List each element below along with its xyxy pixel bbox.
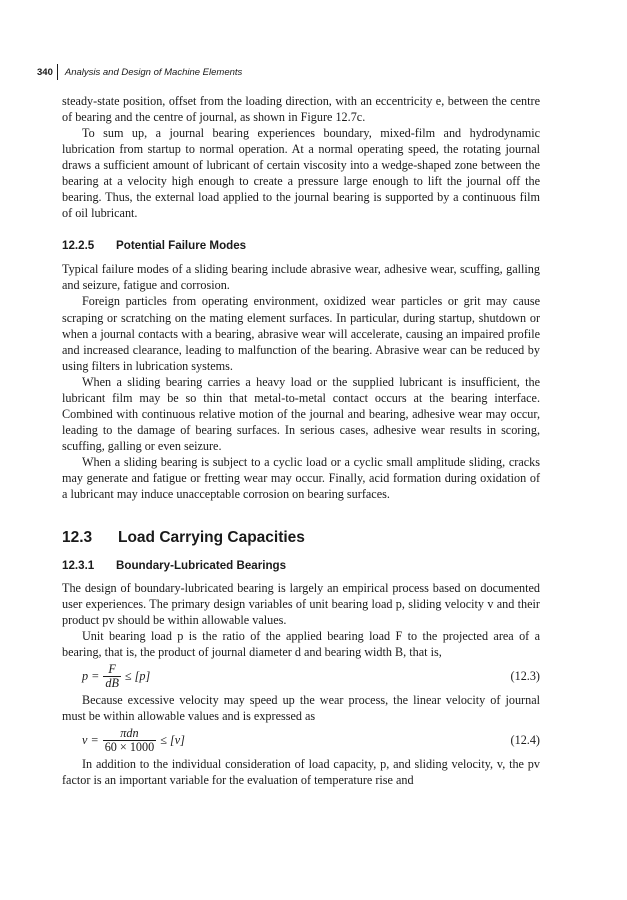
equation-12-3 xyxy=(62,660,540,692)
paragraph: Because excessive velocity may speed up the wear process, the linear velocity of journal must be within allowable values and is expressed as xyxy=(62,693,540,724)
header-rule xyxy=(57,64,58,80)
subsection-heading-12-3-1 xyxy=(62,559,540,572)
subsection-title: Potential Failure Modes xyxy=(116,239,247,253)
equation-body xyxy=(82,660,150,692)
section-title: Load Carrying Capacities xyxy=(118,529,305,547)
section-number: 12.3 xyxy=(62,529,93,547)
paragraph: When a sliding bearing carries a heavy load or the supplied lubricant is insufficient, the lubricant film may be so thin that metal-to-metal contact occurs at the bearing interface. Combined with continuous relative motion of the journal and bearing, adhesive wear may occur, leading to the damage of bearing surfaces. In serious cases, adhesive wear results in scoring, scuffing, galling or even seizure. xyxy=(62,374,540,453)
equation-body xyxy=(82,724,185,756)
equation-lhs: p = xyxy=(82,668,100,683)
subsection-title: Boundary-Lubricated Bearings xyxy=(116,559,287,573)
equation-rhs: ≤ [v] xyxy=(160,732,185,747)
page-number: 340 xyxy=(37,66,53,78)
paragraph: Foreign particles from operating environment, oxidized wear particles or grit may cause scraping or scratching on the mating element surfaces. In particular, during startup, shutdown or when a journal contacts with a bearing, abrasive wear will accelerate, causing an impaired profile and increased clearance, leading to malfunction of the bearing. Abrasive wear can be reduced by using filters in lubrication systems. xyxy=(62,294,540,373)
running-head xyxy=(37,63,242,81)
paragraph: When a sliding bearing is subject to a cyclic load or a cyclic small amplitude sliding, cracks may generate and fatigue or fretting wear may occur. Finally, acid formation during oxidation of a lubricant may induce unacceptable corrosion on bearing surfaces. xyxy=(62,454,540,502)
subsection-number: 12.2.5 xyxy=(62,239,95,253)
paragraph: To sum up, a journal bearing experiences boundary, mixed-film and hydrodynamic lubrication from startup to normal operation. At a normal operating speed, the rotating journal draws a sufficient amount of lubricant of certain viscosity into a wedge-shaped zone between the bearing at a velocity high enough to create a pressure large enough to lift the journal off the bearing. Thus, the external load applied to the journal bearing is supported by a continuous film of oil lubricant. xyxy=(62,126,540,221)
equation-fraction xyxy=(103,727,157,754)
paragraph: The design of boundary-lubricated bearing is largely an empirical process based on documented user experiences. The primary design variables of unit bearing load p, sliding velocity v and their product pv should be within allowable values. xyxy=(62,581,540,628)
equation-number: (12.3) xyxy=(510,668,540,683)
paragraph: steady-state position, offset from the loading direction, with an eccentricity e, between the centre of bearing and the centre of journal, as shown in Figure 12.7c. xyxy=(62,94,540,125)
equation-rhs: ≤ [p] xyxy=(124,668,151,683)
fraction-denominator: dB xyxy=(105,675,119,690)
equation-fraction xyxy=(103,663,121,690)
paragraph: In addition to the individual consideration of load capacity, p, and sliding velocity, v, the pv factor is an important variable for the evaluation of temperature rise and xyxy=(62,757,540,788)
section-heading-12-3 xyxy=(62,529,540,547)
fraction-numerator: πdn xyxy=(120,725,139,740)
fraction-denominator: 60 × 1000 xyxy=(104,739,155,754)
equation-lhs: v = xyxy=(82,732,99,747)
paragraph: Typical failure modes of a sliding bearing include abrasive wear, adhesive wear, scuffing, galling and seizure, fatigue and corrosion. xyxy=(62,262,540,293)
subsection-heading-12-2-5 xyxy=(62,239,540,252)
body-text xyxy=(62,93,540,789)
book-title: Analysis and Design of Machine Elements xyxy=(64,66,243,78)
equation-number: (12.4) xyxy=(510,732,540,747)
equation-12-4 xyxy=(62,724,540,756)
paragraph: Unit bearing load p is the ratio of the applied bearing load F to the projected area of a bearing, that is, the product of journal diameter d and bearing width B, that is, xyxy=(62,629,540,660)
subsection-number: 12.3.1 xyxy=(62,559,95,573)
fraction-numerator: F xyxy=(108,661,116,676)
